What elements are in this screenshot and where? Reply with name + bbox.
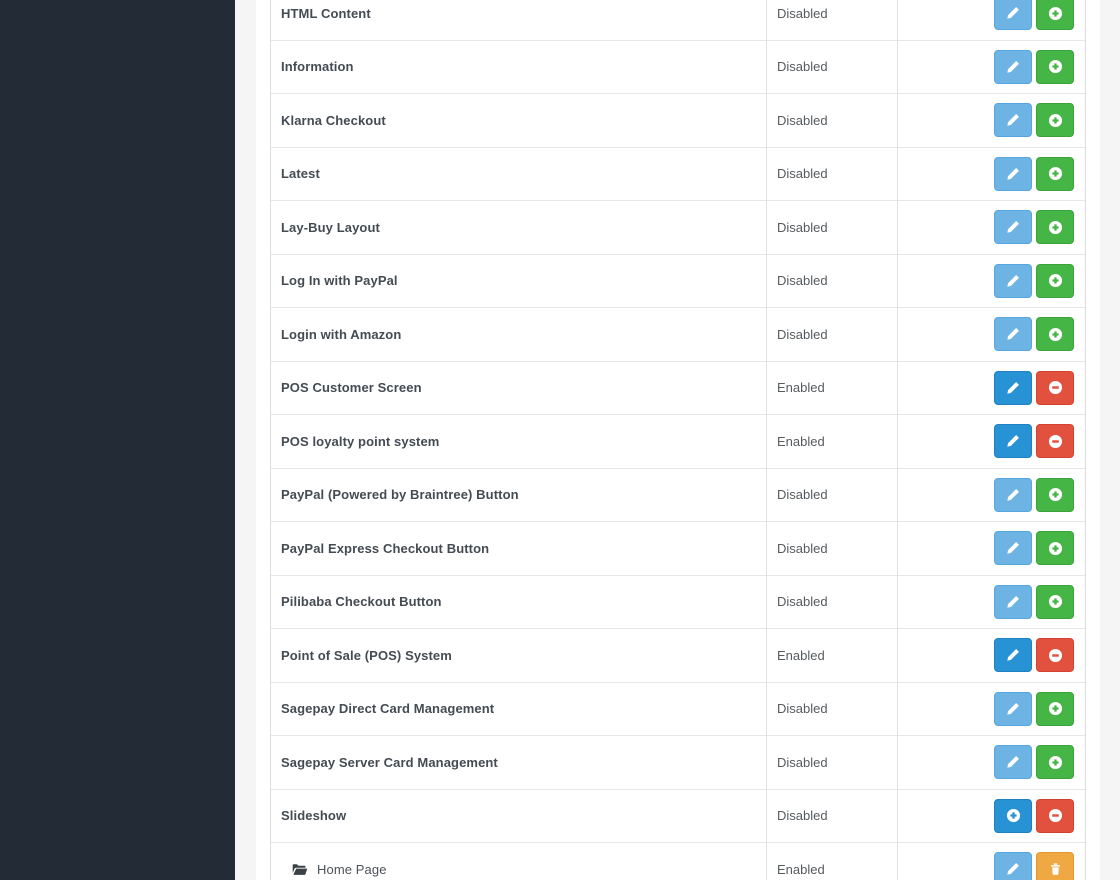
pencil-icon bbox=[1006, 6, 1020, 20]
plus-circle-icon bbox=[1048, 220, 1063, 235]
module-actions bbox=[898, 362, 1085, 415]
trash-icon bbox=[1049, 862, 1062, 876]
pencil-icon bbox=[1006, 488, 1020, 502]
module-name: Klarna Checkout bbox=[281, 112, 386, 128]
edit-button[interactable] bbox=[994, 478, 1032, 512]
folder-open-icon bbox=[291, 862, 308, 877]
table-row bbox=[271, 522, 1085, 576]
module-status: Enabled bbox=[766, 415, 898, 468]
module-status: Disabled bbox=[766, 683, 898, 736]
module-table-body bbox=[271, 0, 1085, 880]
module-name-cell bbox=[271, 0, 766, 40]
install-button[interactable] bbox=[1036, 478, 1074, 512]
plus-circle-icon bbox=[1048, 273, 1063, 288]
module-actions bbox=[898, 522, 1085, 575]
module-name: Home Page bbox=[317, 861, 387, 877]
module-name: Lay-Buy Layout bbox=[281, 219, 380, 235]
minus-circle-icon bbox=[1048, 808, 1063, 823]
pencil-icon bbox=[1006, 648, 1020, 662]
table-row bbox=[271, 41, 1085, 95]
plus-circle-icon bbox=[1048, 541, 1063, 556]
module-status: Enabled bbox=[766, 362, 898, 415]
module-actions bbox=[898, 94, 1085, 147]
add-module-button[interactable] bbox=[994, 799, 1032, 833]
pencil-icon bbox=[1006, 434, 1020, 448]
plus-circle-icon bbox=[1048, 166, 1063, 181]
table-row bbox=[271, 201, 1085, 255]
install-button[interactable] bbox=[1036, 264, 1074, 298]
minus-circle-icon bbox=[1048, 434, 1063, 449]
module-actions bbox=[898, 41, 1085, 94]
uninstall-button[interactable] bbox=[1036, 371, 1074, 405]
install-button[interactable] bbox=[1036, 745, 1074, 779]
module-name-cell bbox=[271, 790, 766, 843]
module-status: Disabled bbox=[766, 148, 898, 201]
edit-button[interactable] bbox=[994, 852, 1032, 880]
module-status: Disabled bbox=[766, 201, 898, 254]
edit-button[interactable] bbox=[994, 638, 1032, 672]
module-name: PayPal Express Checkout Button bbox=[281, 540, 490, 556]
module-actions bbox=[898, 576, 1085, 629]
minus-circle-icon bbox=[1048, 380, 1063, 395]
install-button[interactable] bbox=[1036, 157, 1074, 191]
plus-circle-icon bbox=[1006, 808, 1021, 823]
module-name-cell bbox=[271, 522, 766, 575]
module-status: Disabled bbox=[766, 736, 898, 789]
sidebar bbox=[0, 0, 235, 880]
module-name-cell bbox=[271, 362, 766, 415]
module-name-cell bbox=[271, 148, 766, 201]
pencil-icon bbox=[1006, 220, 1020, 234]
pencil-icon bbox=[1006, 702, 1020, 716]
module-actions bbox=[898, 843, 1085, 880]
delete-button[interactable] bbox=[1036, 852, 1074, 880]
install-button[interactable] bbox=[1036, 692, 1074, 726]
module-name: Latest bbox=[281, 166, 320, 182]
edit-button[interactable] bbox=[994, 317, 1032, 351]
module-actions bbox=[898, 201, 1085, 254]
edit-button[interactable] bbox=[994, 264, 1032, 298]
uninstall-button[interactable] bbox=[1036, 799, 1074, 833]
module-name-cell bbox=[271, 201, 766, 254]
module-actions bbox=[898, 683, 1085, 736]
module-status: Enabled bbox=[766, 843, 898, 880]
module-name-cell bbox=[271, 576, 766, 629]
pencil-icon bbox=[1006, 327, 1020, 341]
module-status: Enabled bbox=[766, 629, 898, 682]
module-name: POS loyalty point system bbox=[281, 433, 440, 449]
module-name: Sagepay Direct Card Management bbox=[281, 701, 495, 717]
edit-button[interactable] bbox=[994, 424, 1032, 458]
pencil-icon bbox=[1006, 595, 1020, 609]
table-row bbox=[271, 94, 1085, 148]
install-button[interactable] bbox=[1036, 531, 1074, 565]
module-status: Disabled bbox=[766, 255, 898, 308]
module-name: Information bbox=[281, 59, 354, 75]
module-table bbox=[270, 0, 1086, 880]
edit-button[interactable] bbox=[994, 50, 1032, 84]
plus-circle-icon bbox=[1048, 701, 1063, 716]
module-name-cell bbox=[271, 415, 766, 468]
table-row bbox=[271, 736, 1085, 790]
edit-button[interactable] bbox=[994, 692, 1032, 726]
plus-circle-icon bbox=[1048, 755, 1063, 770]
plus-circle-icon bbox=[1048, 59, 1063, 74]
extensions-panel bbox=[256, 0, 1100, 880]
edit-button[interactable] bbox=[994, 531, 1032, 565]
table-row bbox=[271, 255, 1085, 309]
install-button[interactable] bbox=[1036, 103, 1074, 137]
table-row bbox=[271, 469, 1085, 523]
module-status: Disabled bbox=[766, 522, 898, 575]
pencil-icon bbox=[1006, 755, 1020, 769]
module-name: PayPal (Powered by Braintree) Button bbox=[281, 487, 519, 503]
module-actions bbox=[898, 736, 1085, 789]
module-name-cell bbox=[271, 629, 766, 682]
module-name: POS Customer Screen bbox=[281, 380, 422, 396]
edit-button[interactable] bbox=[994, 210, 1032, 244]
module-name-cell bbox=[271, 469, 766, 522]
module-status: Disabled bbox=[766, 41, 898, 94]
module-status: Disabled bbox=[766, 308, 898, 361]
install-button[interactable] bbox=[1036, 0, 1074, 30]
minus-circle-icon bbox=[1048, 648, 1063, 663]
module-name-cell bbox=[271, 308, 766, 361]
module-name-cell bbox=[271, 683, 766, 736]
table-row bbox=[271, 148, 1085, 202]
module-name-cell bbox=[271, 41, 766, 94]
module-actions bbox=[898, 148, 1085, 201]
module-name: Login with Amazon bbox=[281, 326, 402, 342]
edit-button[interactable] bbox=[994, 103, 1032, 137]
table-row bbox=[271, 362, 1085, 416]
module-name-cell bbox=[271, 843, 766, 880]
module-name-cell bbox=[271, 255, 766, 308]
module-name: Slideshow bbox=[281, 808, 347, 824]
module-actions bbox=[898, 0, 1085, 40]
table-row bbox=[271, 308, 1085, 362]
install-button[interactable] bbox=[1036, 585, 1074, 619]
pencil-icon bbox=[1006, 60, 1020, 74]
pencil-icon bbox=[1006, 541, 1020, 555]
edit-button[interactable] bbox=[994, 585, 1032, 619]
module-name-cell bbox=[271, 736, 766, 789]
pencil-icon bbox=[1006, 862, 1020, 876]
install-button[interactable] bbox=[1036, 50, 1074, 84]
edit-button[interactable] bbox=[994, 0, 1032, 30]
module-name: Sagepay Server Card Management bbox=[281, 754, 498, 770]
module-actions bbox=[898, 469, 1085, 522]
table-row bbox=[271, 0, 1085, 41]
plus-circle-icon bbox=[1048, 327, 1063, 342]
table-row bbox=[271, 843, 1085, 880]
module-actions bbox=[898, 255, 1085, 308]
table-row bbox=[271, 629, 1085, 683]
module-actions bbox=[898, 629, 1085, 682]
module-status: Disabled bbox=[766, 94, 898, 147]
edit-button[interactable] bbox=[994, 745, 1032, 779]
edit-button[interactable] bbox=[994, 371, 1032, 405]
module-actions bbox=[898, 415, 1085, 468]
table-row bbox=[271, 790, 1085, 844]
module-name: Log In with PayPal bbox=[281, 273, 398, 289]
plus-circle-icon bbox=[1048, 6, 1063, 21]
pencil-icon bbox=[1006, 274, 1020, 288]
install-button[interactable] bbox=[1036, 317, 1074, 351]
module-name: Pilibaba Checkout Button bbox=[281, 594, 442, 610]
module-name-cell bbox=[271, 94, 766, 147]
uninstall-button[interactable] bbox=[1036, 424, 1074, 458]
uninstall-button[interactable] bbox=[1036, 638, 1074, 672]
module-actions bbox=[898, 308, 1085, 361]
module-name: Point of Sale (POS) System bbox=[281, 647, 452, 663]
plus-circle-icon bbox=[1048, 594, 1063, 609]
module-actions bbox=[898, 790, 1085, 843]
plus-circle-icon bbox=[1048, 487, 1063, 502]
module-status: Disabled bbox=[766, 469, 898, 522]
module-name: HTML Content bbox=[281, 5, 371, 21]
module-status: Disabled bbox=[766, 576, 898, 629]
plus-circle-icon bbox=[1048, 113, 1063, 128]
pencil-icon bbox=[1006, 167, 1020, 181]
edit-button[interactable] bbox=[994, 157, 1032, 191]
table-row bbox=[271, 683, 1085, 737]
pencil-icon bbox=[1006, 381, 1020, 395]
module-status: Disabled bbox=[766, 0, 898, 40]
module-status: Disabled bbox=[766, 790, 898, 843]
main-content bbox=[235, 0, 1120, 880]
install-button[interactable] bbox=[1036, 210, 1074, 244]
table-row bbox=[271, 415, 1085, 469]
table-row bbox=[271, 576, 1085, 630]
pencil-icon bbox=[1006, 113, 1020, 127]
